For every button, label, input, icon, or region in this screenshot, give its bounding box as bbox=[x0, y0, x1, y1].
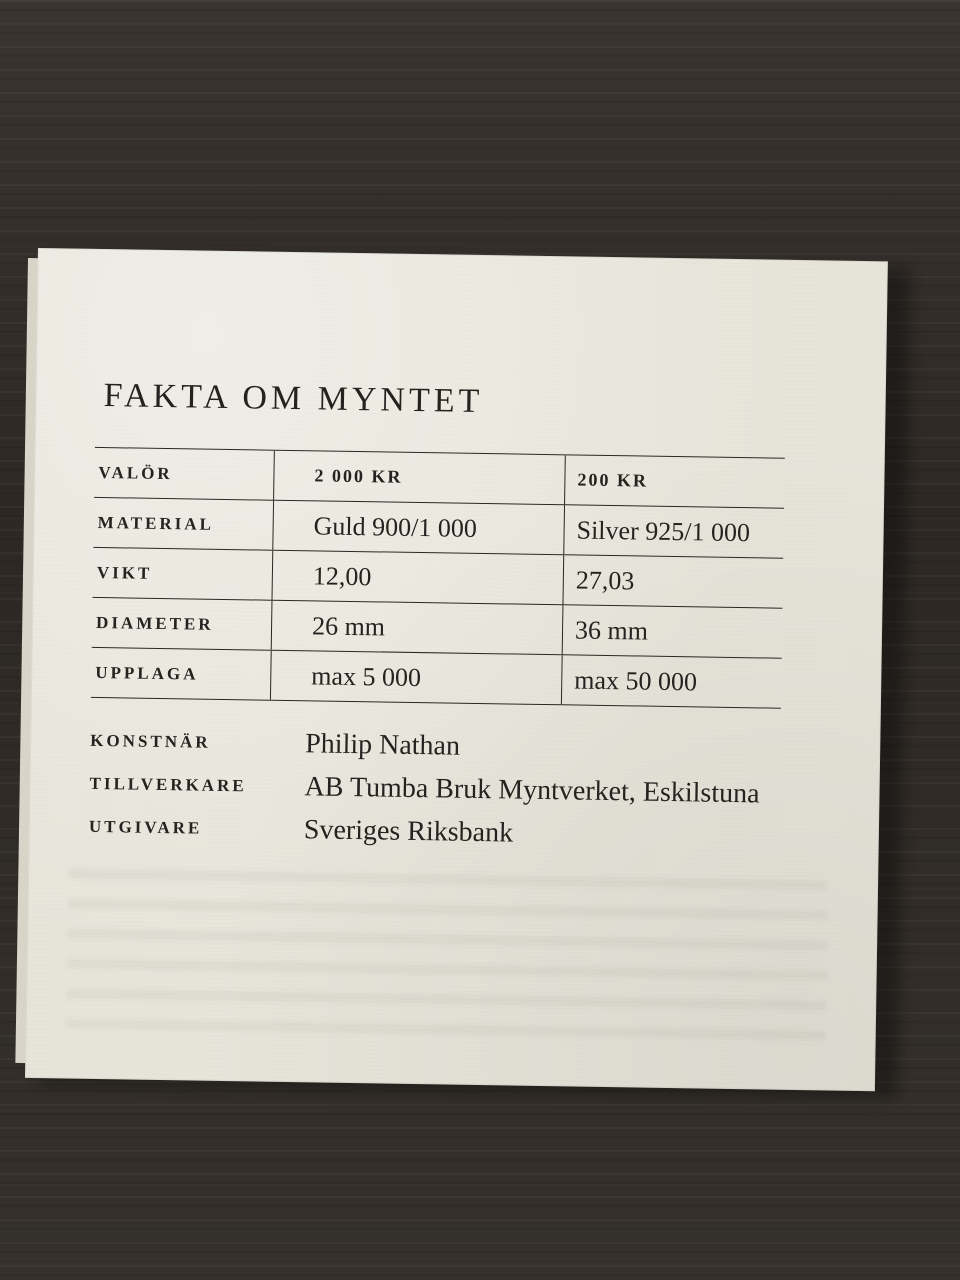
row-label: MATERIAL bbox=[93, 497, 273, 550]
credit-value: AB Tumba Bruk Myntverket, Eskilstuna bbox=[304, 770, 760, 809]
credits-list bbox=[89, 719, 761, 859]
coin-facts-card bbox=[25, 248, 888, 1091]
show-through-text bbox=[65, 869, 828, 1061]
credit-label: UTGIVARE bbox=[88, 816, 203, 838]
row-value-silver: max 50 000 bbox=[561, 655, 781, 708]
row-value-gold: 12,00 bbox=[272, 550, 564, 605]
header-col-2: 200 KR bbox=[565, 455, 785, 508]
row-value-silver: 36 mm bbox=[562, 605, 782, 658]
row-value-silver: Silver 925/1 000 bbox=[564, 505, 784, 558]
row-value-gold: max 5 000 bbox=[270, 650, 562, 705]
row-label: DIAMETER bbox=[92, 597, 272, 650]
header-col-1: 2 000 KR bbox=[274, 450, 566, 505]
credit-issuer bbox=[89, 805, 760, 859]
row-value-silver: 27,03 bbox=[563, 555, 783, 608]
credit-label: KONSTNÄR bbox=[90, 730, 211, 752]
card-heading: FAKTA OM MYNTET bbox=[103, 377, 484, 421]
row-label: VIKT bbox=[93, 547, 273, 600]
header-label: VALÖR bbox=[94, 447, 274, 500]
row-value-gold: 26 mm bbox=[271, 600, 563, 655]
credit-value: Sveriges Riksbank bbox=[303, 813, 514, 849]
coin-facts-table bbox=[91, 447, 785, 709]
table-row bbox=[91, 647, 782, 708]
credit-label: TILLVERKARE bbox=[89, 773, 247, 795]
credit-value: Philip Nathan bbox=[305, 727, 461, 762]
row-value-gold: Guld 900/1 000 bbox=[273, 500, 565, 555]
row-label: UPPLAGA bbox=[91, 647, 271, 700]
